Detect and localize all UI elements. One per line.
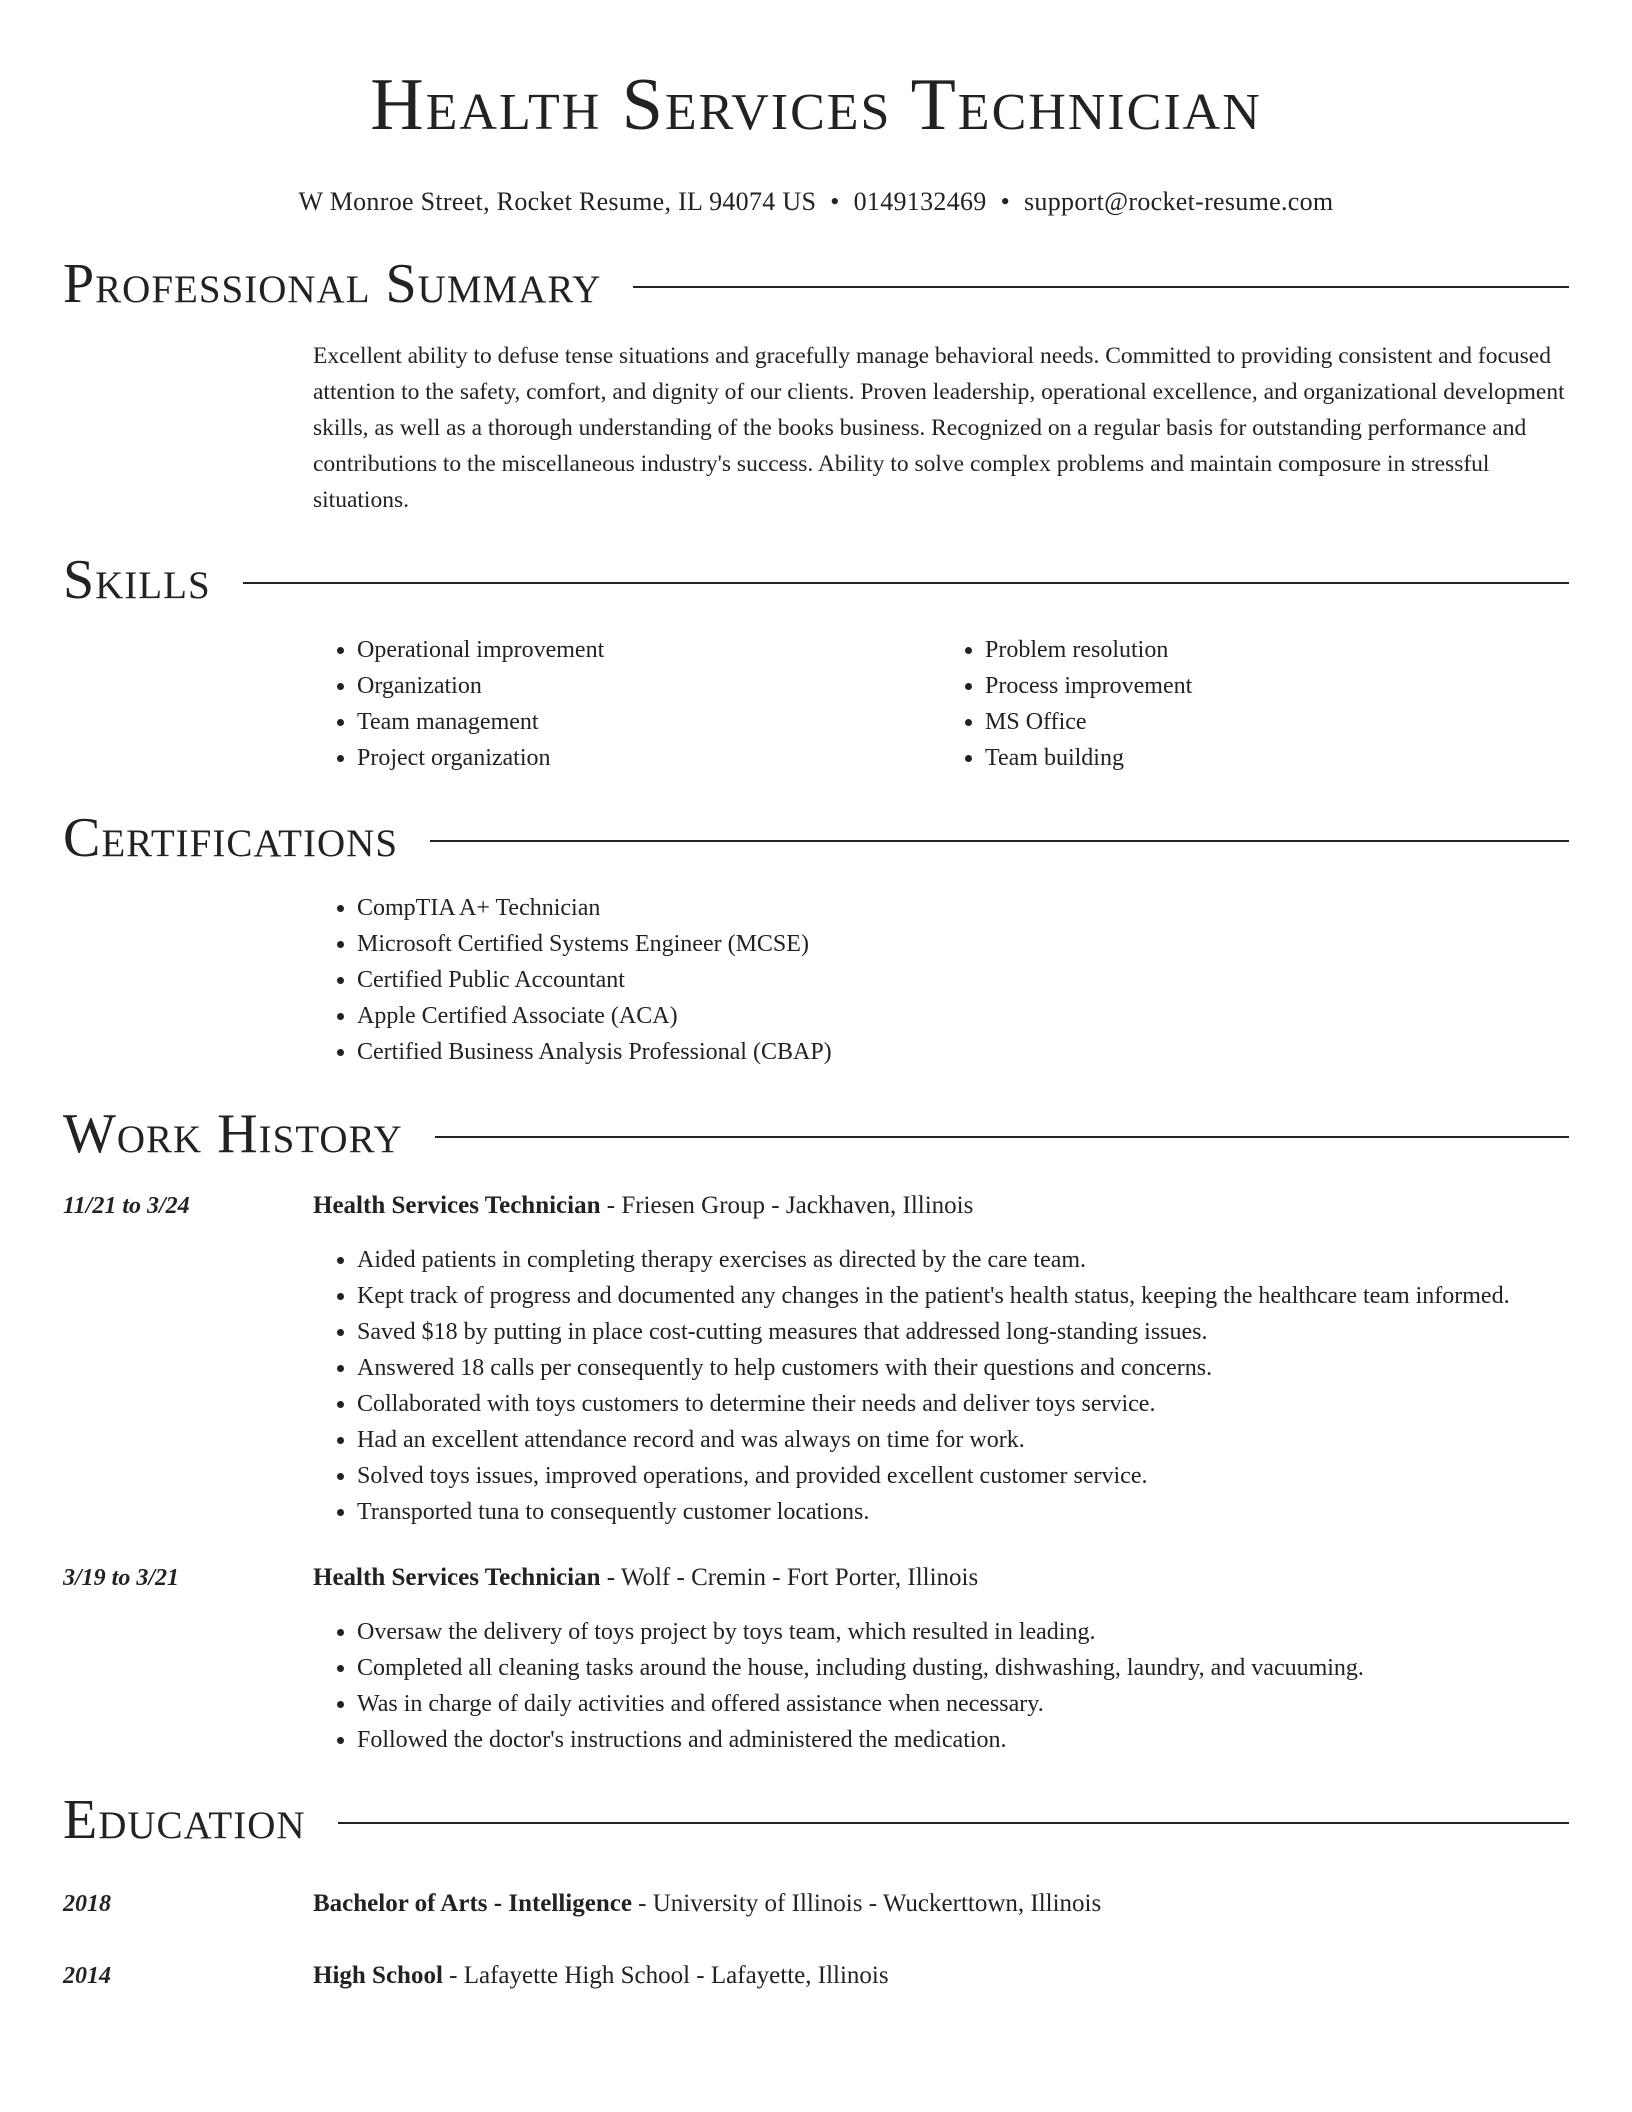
job-bullet: • Kept track of progress and documented any changes in the patient's health status, keeping the healthcare team informed. [357, 1278, 1569, 1314]
job-bullets [313, 1242, 1569, 1530]
certifications-list [313, 890, 1569, 1070]
job-bullet: • Followed the doctor's instructions and administered the medication. [357, 1722, 1569, 1758]
skill-item: • Team building [985, 740, 1569, 776]
job-bullet: • Transported tuna to consequently customer locations. [357, 1494, 1569, 1530]
skills-section-heading [63, 548, 1569, 612]
skill-item: • MS Office [985, 704, 1569, 740]
education-school: - Lafayette High School - Lafayette, Illinois [442, 1962, 889, 1989]
certifications-section-heading [63, 806, 1569, 870]
education-degree: Bachelor of Arts - Intelligence [313, 1890, 632, 1917]
skills-column-left [313, 632, 941, 776]
job-bullet: • Had an excellent attendance record and was always on time for work. [357, 1422, 1569, 1458]
skills-heading: Skills [63, 549, 211, 611]
resume-name: Health Services Technician [370, 64, 1262, 146]
summary-section-heading [63, 252, 1569, 316]
section-divider [243, 582, 1569, 584]
job-company: - Friesen Group - Jackhaven, Illinois [600, 1192, 974, 1219]
work-heading: Work History [63, 1103, 403, 1165]
contact-separator: • [1000, 187, 1011, 216]
education-year: 2014 [63, 1963, 111, 1989]
address: W Monroe Street, Rocket Resume, IL 94074 US [298, 187, 817, 216]
certifications-heading: Certifications [63, 807, 399, 869]
certification-item: • Certified Business Analysis Professional (CBAP) [357, 1034, 1569, 1070]
education-entry [63, 1886, 1569, 1922]
job-bullet: • Collaborated with toys customers to determine their needs and deliver toys service. [357, 1386, 1569, 1422]
skills-column-right [941, 632, 1569, 776]
education-degree: High School [313, 1962, 443, 1989]
section-divider [633, 286, 1569, 288]
skill-item: • Operational improvement [357, 632, 941, 668]
job-entry [63, 1560, 1569, 1758]
education-line [313, 1958, 889, 1994]
education-line [313, 1886, 1101, 1922]
job-bullet: • Was in charge of daily activities and offered assistance when necessary. [357, 1686, 1569, 1722]
skill-item: • Organization [357, 668, 941, 704]
certification-item: • CompTIA A+ Technician [357, 890, 1569, 926]
skill-item: • Process improvement [985, 668, 1569, 704]
job-bullet: • Solved toys issues, improved operations, and provided excellent customer service. [357, 1458, 1569, 1494]
education-heading: Education [63, 1789, 306, 1851]
phone: 0149132469 [853, 187, 987, 216]
job-title: Health Services Technician [313, 1564, 601, 1591]
education-year: 2018 [63, 1891, 111, 1917]
section-divider [338, 1822, 1569, 1824]
education-school: - University of Illinois - Wuckerttown, Illinois [631, 1890, 1102, 1917]
skills-list [313, 632, 1569, 776]
work-section-heading [63, 1102, 1569, 1166]
education-section-heading [63, 1788, 1569, 1852]
job-title-line [313, 1188, 973, 1224]
email: support@rocket-resume.com [1024, 187, 1334, 216]
skill-item: • Team management [357, 704, 941, 740]
contact-separator: • [830, 187, 840, 216]
section-divider [435, 1136, 1569, 1138]
contact-line [63, 186, 1569, 218]
job-entry [63, 1188, 1569, 1530]
skill-item: • Problem resolution [985, 632, 1569, 668]
section-divider [430, 840, 1569, 842]
summary-heading: Professional Summary [63, 253, 602, 315]
certification-item: • Apple Certified Associate (ACA) [357, 998, 1569, 1034]
job-dates: 11/21 to 3/24 [63, 1193, 190, 1219]
job-bullet: • Saved $18 by putting in place cost-cutting measures that addressed long-standing issues. [357, 1314, 1569, 1350]
job-dates: 3/19 to 3/21 [63, 1565, 180, 1591]
job-bullet: • Aided patients in completing therapy exercises as directed by the care team. [357, 1242, 1569, 1278]
job-title: Health Services Technician [313, 1192, 601, 1219]
certification-item: • Certified Public Accountant [357, 962, 1569, 998]
job-company: - Wolf - Cremin - Fort Porter, Illinois [600, 1564, 979, 1591]
job-bullet: • Oversaw the delivery of toys project by toys team, which resulted in leading. [357, 1614, 1569, 1650]
education-entry [63, 1958, 1569, 1994]
job-bullet: • Answered 18 calls per consequently to help customers with their questions and concerns. [357, 1350, 1569, 1386]
job-title-line [313, 1560, 978, 1596]
certification-item: • Microsoft Certified Systems Engineer (MCSE) [357, 926, 1569, 962]
job-bullet: • Completed all cleaning tasks around the house, including dusting, dishwashing, laundry, and vacuuming. [357, 1650, 1569, 1686]
skill-item: • Project organization [357, 740, 941, 776]
summary-text: Excellent ability to defuse tense situations and gracefully manage behavioral needs. Committed to providing consistent and focused attention to the safety, comfort, and dignity of our clients. Proven leadership, operational excellence, and organizational development skills, as well as a thorough understanding of the books business. Recognized on a regular basis for outstanding performance and contributions to the miscellaneous industry's success. Ability to solve complex problems and maintain composure in stressful situations. [313, 343, 1565, 513]
job-bullets [313, 1614, 1569, 1758]
